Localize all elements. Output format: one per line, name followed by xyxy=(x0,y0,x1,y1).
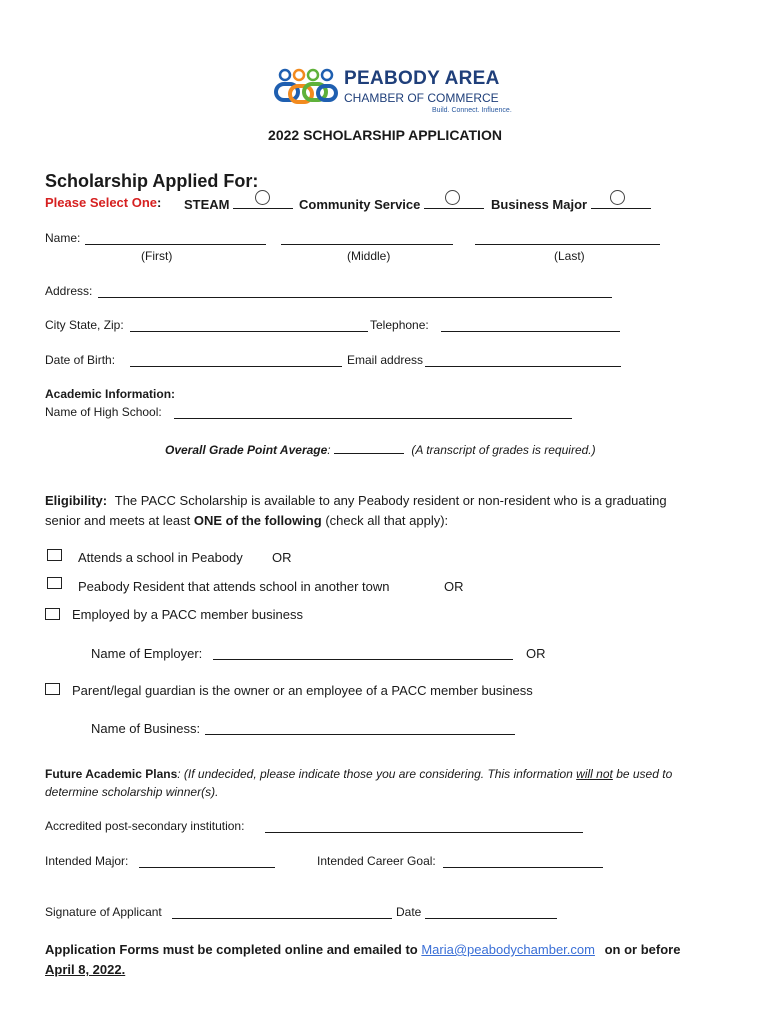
dob-label: Date of Birth: xyxy=(45,353,116,367)
first-name-field[interactable] xyxy=(85,231,266,245)
option-community-label: Community Service xyxy=(299,197,421,212)
school-field[interactable] xyxy=(174,405,572,419)
date-label: Date xyxy=(396,905,422,919)
logo-title: PEABODY AREA xyxy=(344,68,500,89)
checkbox-attends-peabody[interactable] xyxy=(47,549,62,561)
major-field[interactable] xyxy=(139,854,275,868)
signature-label: Signature of Applicant xyxy=(45,905,162,919)
signature-field[interactable] xyxy=(172,905,392,919)
business-label: Name of Business: xyxy=(91,721,201,736)
steam-radio[interactable] xyxy=(255,190,270,205)
eligibility-bold: ONE of the following xyxy=(193,513,322,528)
gpa-colon: : xyxy=(327,443,331,457)
institution-field[interactable] xyxy=(265,819,583,833)
scholarship-heading: Scholarship Applied For: xyxy=(45,171,259,191)
gpa-label: Overall Grade Point Average xyxy=(165,443,328,457)
scholarship-prompt xyxy=(45,195,161,210)
city-field[interactable] xyxy=(130,318,368,332)
future-plans-line2: determine scholarship winner(s). xyxy=(45,785,219,799)
deadline-text: April 8, 2022. xyxy=(45,962,126,977)
chain-links-icon xyxy=(272,66,340,110)
eligibility-line1 xyxy=(45,493,667,508)
eligibility-text2: senior and meets at least xyxy=(45,513,191,528)
email-label: Email address xyxy=(347,353,424,367)
last-sublabel: (Last) xyxy=(554,249,585,263)
gpa-field[interactable] xyxy=(334,440,404,454)
option-business-label: Business Major xyxy=(491,197,588,212)
item-parent-guardian: Parent/legal guardian is the owner or an employee of a PACC member business xyxy=(72,683,533,698)
checkbox-resident-other-town[interactable] xyxy=(47,577,62,589)
telephone-field[interactable] xyxy=(441,318,620,332)
item-resident-or: OR xyxy=(444,579,464,594)
address-label: Address: xyxy=(45,284,93,298)
dob-field[interactable] xyxy=(130,353,342,367)
future-plans-text2: be used to xyxy=(612,767,673,781)
career-field[interactable] xyxy=(443,854,603,868)
major-label: Intended Major: xyxy=(45,854,129,868)
academic-heading: Academic Information: xyxy=(45,387,176,401)
will-not-text: will not xyxy=(576,767,613,781)
logo-tagline: Build. Connect. Influence. xyxy=(432,107,512,114)
footer-text1: Application Forms must be completed online and emailed to xyxy=(45,942,418,957)
option-steam xyxy=(184,195,293,212)
institution-label: Accredited post-secondary institution: xyxy=(45,819,245,833)
eligibility-label: Eligibility: xyxy=(45,493,108,508)
future-plans-line1 xyxy=(45,767,672,781)
telephone-label: Telephone: xyxy=(370,318,429,332)
document-title: 2022 SCHOLARSHIP APPLICATION xyxy=(268,127,502,143)
address-field[interactable] xyxy=(98,284,612,298)
city-label: City State, Zip: xyxy=(45,318,124,332)
middle-sublabel: (Middle) xyxy=(347,249,391,263)
eligibility-text3: (check all that apply): xyxy=(325,513,449,528)
checkbox-employed-pacc[interactable] xyxy=(45,608,60,620)
eligibility-text1: The PACC Scholarship is available to any Peabody resident or non-resident who is a graduating xyxy=(114,493,667,508)
footer-line1 xyxy=(45,942,680,957)
item-employed-pacc: Employed by a PACC member business xyxy=(72,607,303,622)
date-field[interactable] xyxy=(425,905,557,919)
item-resident-other-town: Peabody Resident that attends school in another town xyxy=(78,579,390,594)
option-steam-label: STEAM xyxy=(184,197,230,212)
business-field[interactable] xyxy=(205,721,515,735)
employer-label: Name of Employer: xyxy=(91,646,203,661)
career-label: Intended Career Goal: xyxy=(317,854,436,868)
school-label: Name of High School: xyxy=(45,405,162,419)
future-plans-text1: : (If undecided, please indicate those you are considering. This information xyxy=(177,767,577,781)
community-radio[interactable] xyxy=(445,190,460,205)
please-select-label: Please Select One xyxy=(45,195,158,210)
employer-or: OR xyxy=(526,646,546,661)
option-business xyxy=(491,195,651,212)
transcript-note: (A transcript of grades is required.) xyxy=(411,443,596,457)
business-radio[interactable] xyxy=(610,190,625,205)
last-name-field[interactable] xyxy=(475,231,660,245)
item-attends-or: OR xyxy=(272,550,292,565)
logo-subtitle: CHAMBER OF COMMERCE xyxy=(344,91,499,105)
name-label: Name: xyxy=(45,231,81,245)
email-link[interactable]: Maria@peabodychamber.com xyxy=(421,942,595,957)
gpa-row xyxy=(165,440,596,457)
employer-field[interactable] xyxy=(213,646,513,660)
first-sublabel: (First) xyxy=(141,249,173,263)
future-plans-label: Future Academic Plans xyxy=(45,767,178,781)
eligibility-line2 xyxy=(45,513,448,528)
middle-name-field[interactable] xyxy=(281,231,453,245)
email-field[interactable] xyxy=(425,353,621,367)
prompt-colon: : xyxy=(157,195,162,210)
checkbox-parent-guardian[interactable] xyxy=(45,683,60,695)
item-attends-peabody: Attends a school in Peabody xyxy=(78,550,243,565)
footer-text2: on or before xyxy=(604,942,681,957)
chamber-logo xyxy=(272,66,512,118)
